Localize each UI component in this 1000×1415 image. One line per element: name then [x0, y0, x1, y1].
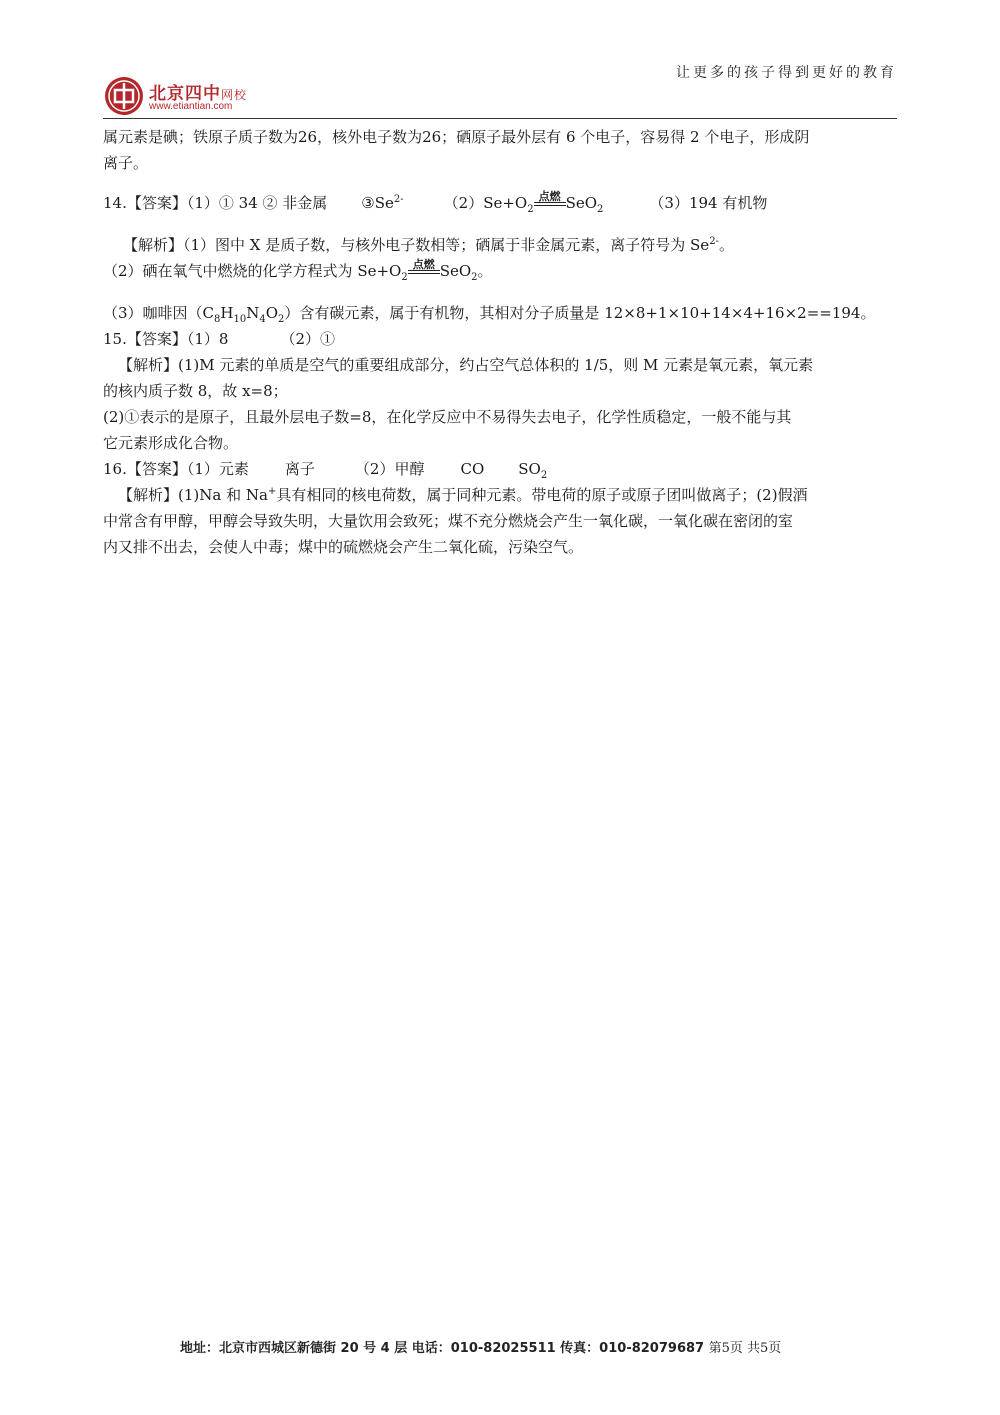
page-number: 第5页 共5页	[708, 1341, 782, 1356]
reaction-condition: 点燃	[408, 267, 440, 277]
page-footer	[180, 1337, 781, 1356]
q15-explanation: 的核内质子数 8，故 x=8；	[103, 382, 288, 400]
q16-answer: 16.【答案】（1）元素 离子 （2）甲醇 CO $SO_2$	[103, 460, 548, 481]
q15-explanation: 它元素形成化合物。	[103, 434, 239, 452]
reaction-condition: 点燃	[534, 199, 566, 209]
q16-explanation: 中常含有甲醇，甲醇会导致失明，大量饮用会致死；煤不充分燃烧会产生一氧化碳，一氧化碳在密闭的室	[103, 512, 794, 530]
q16-explanation: 内又排不出去，会使人中毒；煤中的硫燃烧会产生二氧化硫，污染空气。	[103, 538, 584, 556]
q15-answer: 15.【答案】（1）8 （2）①	[103, 330, 335, 348]
header-divider	[103, 118, 897, 119]
q16-explanation: 【解析】(1)Na 和 Na+具有相同的核电荷数，属于同种元素。带电荷的原子或原子团叫做离子；(2)假酒	[118, 486, 808, 504]
logo-emblem-icon	[103, 75, 145, 117]
q15-explanation: 【解析】(1)M 元素的单质是空气的重要组成部分，约占空气总体积的 1/5，则 M 元素是氧元素，氧元素	[118, 356, 814, 374]
q14-explanation: 【解析】（1）图中 X 是质子数，与核外电子数相等；硒属于非金属元素，离子符号为 $Se^{2-}$。	[123, 236, 734, 254]
header-slogan: 让更多的孩子得到更好的教育	[676, 65, 897, 81]
paragraph-line: 离子。	[103, 154, 149, 172]
logo-url: www.etiantian.com	[149, 101, 233, 112]
q14-explanation: （3）咖啡因$(C_8H_{10}N_4O_2)$含有碳元素，属于有机物，其相对分子质量是 12×8+1×10+14×4+16×2==194。	[103, 304, 876, 325]
q14-explanation: （2）硒在氧气中燃烧的化学方程式为 $Se+O_2$ 点燃 SeO$_2$。	[103, 258, 493, 283]
school-logo	[103, 75, 313, 117]
answer-content	[103, 124, 897, 560]
logo-name: 北京四中网校	[149, 84, 248, 104]
footer-address: 地址：北京市西城区新德街 20 号 4 层 电话：010-82025511 传真：010-82079687	[180, 1341, 705, 1356]
paragraph-line: 属元素是碘；铁原子质子数为26，核外电子数为26；硒原子最外层有 6 个电子，容易得 2 个电子，形成阴	[103, 128, 810, 146]
q15-explanation: (2)①表示的是原子，且最外层电子数=8，在化学反应中不易得失去电子，化学性质稳定，一般不能与其	[103, 408, 792, 426]
q14-answer: 14.【答案】（1）① 34 ② 非金属 $③Se^{2-}$ $(2)Se+O_2$ 点燃 SeO$_2$ （3）194 有机物	[103, 190, 768, 215]
